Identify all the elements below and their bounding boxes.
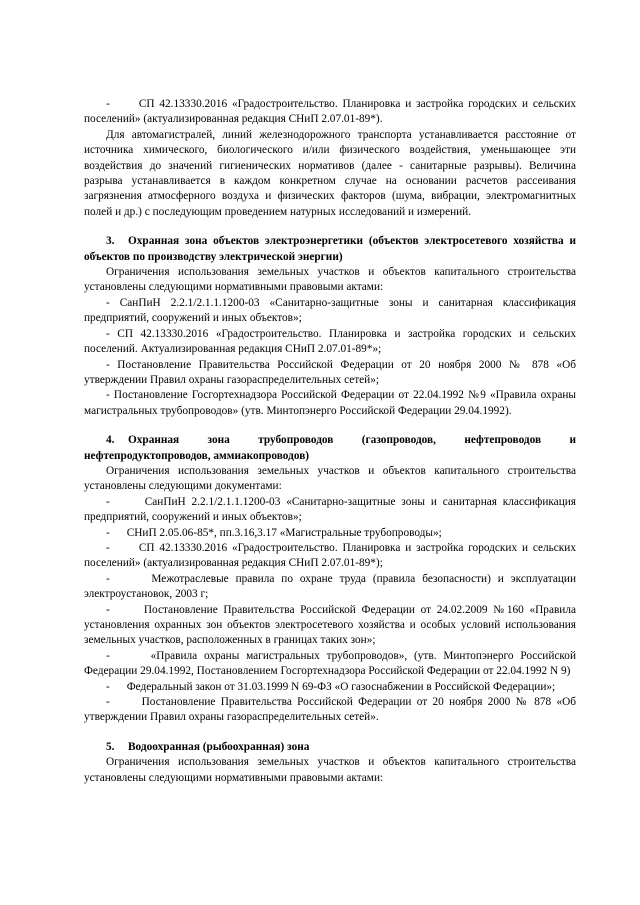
section-heading-4 (84, 433, 576, 464)
list-item: - «Правила охраны магистральных трубопроводов», (утв. Минтопэнерго Российской Федерации 29.04.1992, Постановлением Госгортехнадзора Российской Федерации от 22.04.1992 N 9) (84, 649, 579, 678)
list-item: - Постановление Правительства Российской Федерации от 24.02.2009 №160 «Правила установления охранных зон объектов электросетевого хозяйства и особых условий использования земельных участков, расположенных в границах таких зон»; (84, 603, 579, 647)
list-item-sp-42-13330: - СП 42.13330.2016 «Градостроительство. Планировка и застройка городских и сельских поселений» (актуализированная редакция СНиП 2.07.01-89*). (84, 98, 579, 126)
section-number: 4. (106, 434, 115, 447)
paragraph-restrictions: Ограничения использования земельных участков и объектов капитального строительства установлены следующими документами: (84, 464, 576, 493)
paragraph-restrictions: Ограничения использования земельных участков и объектов капитального строительства установлены следующими нормативными правовыми актами: (84, 756, 576, 784)
list-item: - СП 42.13330.2016 «Градостроительство. Планировка и застройка городских и сельских поселений» (актуализированная редакция СНиП 2.07.01-89*); (84, 541, 579, 570)
list-item: - Федеральный закон от 31.03.1999 N 69-ФЗ «О газоснабжении в Российской Федерации»; (106, 680, 556, 693)
section-heading-3 (84, 234, 576, 265)
paragraph-sanitary-gaps: Для автомагистралей, линий железнодорожного транспорта устанавливается расстояние от источника химического, биологического и/или физического воздействия, уменьшающее эти воздействия до значений гигиенических нормативов (далее - санитарные разрывы). Величина разрыва устанавливается в каждом конкретном случае на основании расчетов рассеивания загрязнения атмосферного воздуха и физических факторов (шума, вибрации, электромагнитных полей и др.) с последующим проведением натурных исследований и измерений. (84, 128, 576, 218)
section-number: 3. (106, 235, 115, 248)
paragraph-restrictions: Ограничения использования земельных участков и объектов капитального строительства установлены следующими нормативными правовыми актами: (84, 266, 576, 294)
list-item: - СП 42.13330.2016 «Градостроительство. Планировка и застройка городских и сельских поселений. Актуализированная редакция СНиП 2.07.01-89*»; (84, 327, 576, 356)
list-item: - Постановление Госгортехнадзора Российской Федерации от 22.04.1992 №9 «Правила охраны магистральных трубопроводов» (утв. Минтопэнерго Российской Федерации 29.04.1992). (84, 389, 576, 417)
list-item: - СанПиН 2.2.1/2.1.1.1200-03 «Санитарно-защитные зоны и санитарная классификация предприятий, сооружений и иных объектов»; (84, 495, 579, 524)
page-content (84, 97, 579, 786)
list-item: - СНиП 2.05.06-85*, пп.3.16,3.17 «Магистральные трубопроводы»; (106, 526, 442, 539)
list-item: - Межотраслевые правила по охране труда (правила безопасности) и эксплуатации электроустановок, 2003 г; (84, 572, 579, 601)
list-item: - Постановление Правительства Российской Федерации от 20 ноября 2000 № 878 «Об утверждении Правил охраны газораспределительных сетей». (84, 696, 579, 724)
section-title: Охранная зона трубопроводов (газопроводов, нефтепроводов и нефтепродуктопроводов, аммиакопроводов) (84, 434, 576, 462)
section-title: Охранная зона объектов электроэнергетики (объектов электросетевого хозяйства и объектов по производству электрической энергии) (84, 235, 576, 263)
list-item: - СанПиН 2.2.1/2.1.1.1200-03 «Санитарно-защитные зоны и санитарная классификация предприятий, сооружений и иных объектов»; (84, 296, 576, 325)
section-title: Водоохранная (рыбоохранная) зона (128, 740, 310, 753)
list-item: - Постановление Правительства Российской Федерации от 20 ноября 2000 № 878 «Об утверждении Правил охраны газораспределительных сетей»; (84, 358, 576, 386)
section-heading-5 (84, 740, 576, 755)
section-number: 5. (106, 740, 115, 753)
